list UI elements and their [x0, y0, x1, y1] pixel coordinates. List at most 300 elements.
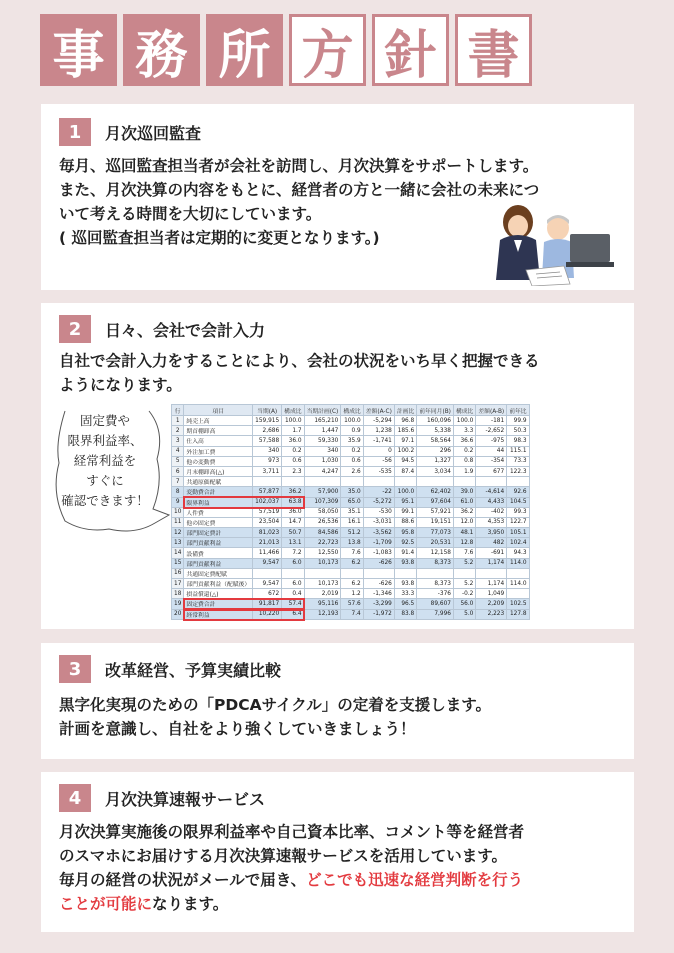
section-title: 日々、会社で会計入力 — [105, 320, 266, 340]
table-cell: -975 — [476, 436, 507, 446]
table-cell: 100.0 — [453, 416, 475, 426]
table-cell: 0.8 — [453, 456, 475, 466]
section-number: 3 — [59, 655, 91, 683]
table-cell: 59,330 — [304, 436, 341, 446]
table-cell: 93.8 — [394, 558, 416, 568]
table-cell: 6.2 — [341, 558, 363, 568]
table-header-cell: 当期(A) — [253, 405, 282, 416]
section-title: 月次決算速報サービス — [105, 789, 266, 809]
table-cell: 102,037 — [253, 497, 282, 507]
section-2-card — [41, 303, 634, 629]
table-cell: 1.7 — [282, 426, 304, 436]
table-cell: 77,073 — [417, 528, 454, 538]
table-cell: 1,238 — [363, 426, 394, 436]
table-cell: 19,151 — [417, 517, 454, 527]
table-cell: -56 — [363, 456, 394, 466]
table-cell — [363, 477, 394, 487]
table-cell: 36.0 — [282, 436, 304, 446]
section-4-header — [59, 784, 265, 812]
table-cell: 57.4 — [282, 599, 304, 609]
section-title: 改革経営、予算実績比較 — [105, 660, 282, 680]
table-cell: 2.6 — [341, 466, 363, 476]
row-label-cell: 期首棚卸高 — [184, 426, 253, 436]
row-label-cell: 部門貢献利益 — [184, 538, 253, 548]
row-number-cell: 6 — [172, 466, 184, 476]
table-cell: 122.3 — [507, 466, 529, 476]
table-row — [172, 466, 530, 476]
table-cell: 114.0 — [507, 558, 529, 568]
table-cell: 84,586 — [304, 528, 341, 538]
table-cell — [253, 568, 282, 578]
section-1-header — [59, 118, 201, 146]
table-cell: 1,030 — [304, 456, 341, 466]
row-number-cell: 14 — [172, 548, 184, 558]
table-cell — [282, 568, 304, 578]
row-number-cell: 13 — [172, 538, 184, 548]
table-header-cell: 構成比 — [341, 405, 363, 416]
row-label-cell: 設備費 — [184, 548, 253, 558]
table-cell: 56.0 — [453, 599, 475, 609]
table-cell — [476, 568, 507, 578]
row-label-cell: 損益償還(△) — [184, 589, 253, 599]
row-number-cell: 16 — [172, 568, 184, 578]
title-char: 方 — [289, 14, 366, 86]
table-cell: 95,116 — [304, 599, 341, 609]
table-cell — [453, 477, 475, 487]
table-cell: 57,921 — [417, 507, 454, 517]
table-cell: 23,504 — [253, 517, 282, 527]
table-cell: 5.2 — [453, 558, 475, 568]
table-cell: 3.3 — [453, 426, 475, 436]
table-cell: 5.2 — [453, 579, 475, 589]
section-number: 1 — [59, 118, 91, 146]
table-cell: 12,158 — [417, 548, 454, 558]
table-cell: 73.3 — [507, 456, 529, 466]
table-cell: 127.8 — [507, 609, 529, 619]
body-text-plain: なります。 — [152, 895, 229, 913]
bubble-line: 確認できます！ — [61, 493, 149, 508]
highlight-box — [183, 496, 305, 509]
row-number-cell: 2 — [172, 426, 184, 436]
table-cell: 36.6 — [453, 436, 475, 446]
table-cell: -3,562 — [363, 528, 394, 538]
table-cell: -3,031 — [363, 517, 394, 527]
table-cell: 4,433 — [476, 497, 507, 507]
table-cell — [304, 568, 341, 578]
table-cell: 9,547 — [253, 579, 282, 589]
body-line: 自社で会計入力をすることにより、会社の状況をいち早く把握できる — [59, 352, 540, 370]
table-cell: 0.4 — [282, 589, 304, 599]
section-4-card — [41, 772, 634, 932]
table-cell: 104.5 — [507, 497, 529, 507]
table-header-row — [172, 405, 530, 416]
section-number: 2 — [59, 315, 91, 343]
consultation-illustration — [486, 200, 616, 286]
body-line: いて考える時間を大切にしています。 — [59, 205, 322, 223]
body-text-highlight: ことが可能に — [59, 895, 153, 913]
table-cell: 2,223 — [476, 609, 507, 619]
table-cell: 96.5 — [394, 599, 416, 609]
table-cell: 35.9 — [341, 436, 363, 446]
table-cell: 57.6 — [341, 599, 363, 609]
table-header-cell: 差額(A-B) — [476, 405, 507, 416]
table-cell: 98.3 — [507, 436, 529, 446]
table-row — [172, 456, 530, 466]
row-label-cell: 仕入高 — [184, 436, 253, 446]
table-cell: 94.5 — [394, 456, 416, 466]
table-cell: 39.0 — [453, 487, 475, 497]
row-label-cell: 共通固定費配賦 — [184, 568, 253, 578]
table-cell: 92.5 — [394, 538, 416, 548]
table-cell: -530 — [363, 507, 394, 517]
table-cell: -691 — [476, 548, 507, 558]
table-cell: 4,247 — [304, 466, 341, 476]
table-cell: 83.8 — [394, 609, 416, 619]
table-cell: 99.1 — [394, 507, 416, 517]
table-cell: 160,096 — [417, 416, 454, 426]
table-cell: 94.3 — [507, 548, 529, 558]
table-cell: -376 — [417, 589, 454, 599]
table-cell: 36.0 — [282, 507, 304, 517]
body-line: 月次決算実施後の限界利益率や自己資本比率、コメント等を経営者 — [59, 823, 525, 841]
row-number-cell: 1 — [172, 416, 184, 426]
title-char: 所 — [206, 14, 283, 86]
table-cell: 95.1 — [394, 497, 416, 507]
section-3-header — [59, 655, 281, 683]
table-cell: -626 — [363, 579, 394, 589]
table-cell: 14.7 — [282, 517, 304, 527]
section-1-card — [41, 104, 634, 290]
table-cell: -402 — [476, 507, 507, 517]
table-cell: -5,294 — [363, 416, 394, 426]
table-cell: 13.1 — [282, 538, 304, 548]
table-cell: 5,338 — [417, 426, 454, 436]
table-cell: 89,607 — [417, 599, 454, 609]
table-cell: 2,019 — [304, 589, 341, 599]
table-cell: 97,604 — [417, 497, 454, 507]
section-2-body — [59, 349, 629, 397]
table-cell: 88.6 — [394, 517, 416, 527]
table-cell: 6.0 — [282, 558, 304, 568]
table-cell: 4,353 — [476, 517, 507, 527]
table-row — [172, 548, 530, 558]
table-cell: 50.3 — [507, 426, 529, 436]
row-label-cell: 部門貢献利益（配賦後） — [184, 579, 253, 589]
table-cell: 102.5 — [507, 599, 529, 609]
table-cell: 0.6 — [282, 456, 304, 466]
section-3-card — [41, 643, 634, 759]
table-cell: 57,519 — [253, 507, 282, 517]
table-cell: 97.1 — [394, 436, 416, 446]
table-cell: 1,174 — [476, 558, 507, 568]
table-header-cell: 項目 — [184, 405, 253, 416]
table-cell: 12.8 — [453, 538, 475, 548]
table-cell: -4,614 — [476, 487, 507, 497]
table-cell: 100.2 — [394, 446, 416, 456]
financial-table — [171, 404, 530, 620]
section-3-body — [59, 693, 629, 741]
table-cell: 65.0 — [341, 497, 363, 507]
table-cell: 100.0 — [394, 487, 416, 497]
table-row — [172, 416, 530, 426]
table-cell: 57,588 — [253, 436, 282, 446]
title-char: 書 — [455, 14, 532, 86]
body-line — [59, 892, 634, 916]
table-cell: 0.6 — [341, 456, 363, 466]
section-number: 4 — [59, 784, 91, 812]
table-cell: 58,050 — [304, 507, 341, 517]
table-cell: 100.0 — [341, 416, 363, 426]
table-cell — [253, 477, 282, 487]
table-cell: -5,272 — [363, 497, 394, 507]
table-cell: 99.3 — [507, 507, 529, 517]
row-number-cell: 17 — [172, 579, 184, 589]
table-cell: -22 — [363, 487, 394, 497]
table-cell — [453, 568, 475, 578]
table-row — [172, 579, 530, 589]
table-cell: 35.1 — [341, 507, 363, 517]
table-cell: 58,564 — [417, 436, 454, 446]
table-cell: 9,547 — [253, 558, 282, 568]
table-cell: 81,023 — [253, 528, 282, 538]
table-cell — [417, 477, 454, 487]
table-cell: 57,900 — [304, 487, 341, 497]
title-char: 針 — [372, 14, 449, 86]
table-cell: 0.2 — [453, 446, 475, 456]
table-cell: -3,299 — [363, 599, 394, 609]
table-cell: 95.8 — [394, 528, 416, 538]
row-number-cell: 10 — [172, 507, 184, 517]
row-number-cell: 12 — [172, 528, 184, 538]
table-cell: 1.9 — [453, 466, 475, 476]
table-cell: 340 — [304, 446, 341, 456]
table-row — [172, 446, 530, 456]
table-cell: 48.1 — [453, 528, 475, 538]
table-header-cell: 前年比 — [507, 405, 529, 416]
table-cell — [507, 568, 529, 578]
table-row — [172, 477, 530, 487]
table-cell: 8,373 — [417, 558, 454, 568]
table-cell: 92.6 — [507, 487, 529, 497]
table-cell: 35.0 — [341, 487, 363, 497]
row-label-cell: 経常利益 — [184, 609, 253, 619]
table-cell: 36.2 — [282, 487, 304, 497]
table-cell: 13.8 — [341, 538, 363, 548]
row-label-cell: 共通原価配賦 — [184, 477, 253, 487]
row-label-cell: 固定費合計 — [184, 599, 253, 609]
table-cell: 96.8 — [394, 416, 416, 426]
bubble-line: 経常利益を — [73, 453, 137, 468]
table-cell: 114.0 — [507, 579, 529, 589]
section-2-header — [59, 315, 265, 343]
table-cell: 10,173 — [304, 579, 341, 589]
row-number-cell: 3 — [172, 436, 184, 446]
table-cell: 16.1 — [341, 517, 363, 527]
table-cell: 20,531 — [417, 538, 454, 548]
row-number-cell: 11 — [172, 517, 184, 527]
financial-table-wrapper — [171, 404, 627, 624]
title-char: 事 — [40, 14, 117, 86]
speech-bubble — [45, 403, 171, 553]
table-cell: 0.2 — [341, 446, 363, 456]
table-cell: 107,309 — [304, 497, 341, 507]
table-cell: -1,972 — [363, 609, 394, 619]
table-cell: 93.8 — [394, 579, 416, 589]
table-cell: 87.4 — [394, 466, 416, 476]
table-cell: 99.9 — [507, 416, 529, 426]
bubble-line: 固定費や — [79, 413, 130, 428]
table-cell — [341, 568, 363, 578]
table-header-cell: 構成比 — [453, 405, 475, 416]
table-cell: 8,373 — [417, 579, 454, 589]
table-cell — [394, 568, 416, 578]
table-cell: -626 — [363, 558, 394, 568]
page-title — [40, 14, 532, 86]
section-4-body — [59, 820, 634, 916]
table-cell: 1,049 — [476, 589, 507, 599]
row-label-cell: 限界利益 — [184, 497, 253, 507]
table-cell: -0.2 — [453, 589, 475, 599]
row-label-cell: 純売上高 — [184, 416, 253, 426]
table-cell: 7,996 — [417, 609, 454, 619]
table-cell: 6.4 — [282, 609, 304, 619]
row-number-cell: 4 — [172, 446, 184, 456]
row-label-cell: 部門貢献利益 — [184, 558, 253, 568]
table-cell: 62,402 — [417, 487, 454, 497]
body-text-highlight: どこでも迅速な経営判断を行う — [306, 871, 524, 889]
table-cell — [304, 477, 341, 487]
table-cell: 7.2 — [282, 548, 304, 558]
table-cell: 973 — [253, 456, 282, 466]
body-text-plain: 毎月の経営の状況がメールで届き、 — [59, 871, 307, 889]
table-cell: -1,741 — [363, 436, 394, 446]
table-cell: 185.6 — [394, 426, 416, 436]
table-cell: 57,877 — [253, 487, 282, 497]
table-cell: 3,711 — [253, 466, 282, 476]
table-cell: 2.3 — [282, 466, 304, 476]
table-cell: 7.6 — [341, 548, 363, 558]
table-cell: -1,709 — [363, 538, 394, 548]
table-cell: 102.4 — [507, 538, 529, 548]
table-header-cell: 差額(A-C) — [363, 405, 394, 416]
table-cell: 122.7 — [507, 517, 529, 527]
table-cell: -1,083 — [363, 548, 394, 558]
body-line: のスマホにお届けする月次決算速報サービスを活用しています。 — [59, 847, 507, 865]
table-cell: 677 — [476, 466, 507, 476]
table-cell: 50.7 — [282, 528, 304, 538]
table-cell: 7.4 — [341, 609, 363, 619]
table-cell — [341, 477, 363, 487]
row-number-cell: 7 — [172, 477, 184, 487]
table-cell: 2,686 — [253, 426, 282, 436]
table-cell: 1,447 — [304, 426, 341, 436]
table-cell: 36.2 — [453, 507, 475, 517]
body-line: 計画を意識し、自社をより強くしていきましょう！ — [59, 720, 416, 738]
table-cell: 63.8 — [282, 497, 304, 507]
body-line: 毎月、巡回監査担当者が会社を訪問し、月次決算をサポートします。 — [59, 157, 539, 175]
table-cell: 12,193 — [304, 609, 341, 619]
table-body — [172, 416, 530, 620]
table-cell: 1,174 — [476, 579, 507, 589]
table-cell — [476, 477, 507, 487]
table-cell: 3,950 — [476, 528, 507, 538]
table-cell: 159,915 — [253, 416, 282, 426]
row-number-cell: 9 — [172, 497, 184, 507]
table-cell: 22,723 — [304, 538, 341, 548]
row-label-cell: 部門固定費計 — [184, 528, 253, 538]
bubble-line: 限界利益率、 — [67, 433, 143, 448]
table-cell: -181 — [476, 416, 507, 426]
table-cell: 26,536 — [304, 517, 341, 527]
table-cell — [282, 477, 304, 487]
table-cell: -1,346 — [363, 589, 394, 599]
table-cell: -354 — [476, 456, 507, 466]
row-number-cell: 20 — [172, 609, 184, 619]
table-cell: 6.2 — [341, 579, 363, 589]
table-cell: -2,652 — [476, 426, 507, 436]
table-cell: 2,209 — [476, 599, 507, 609]
row-number-cell: 8 — [172, 487, 184, 497]
body-line: また、月次決算の内容をもとに、経営者の方と一緒に会社の未来につ — [59, 181, 540, 199]
bubble-text — [45, 411, 165, 511]
body-line: 黒字化実現のための「PDCAサイクル」の定着を支援します。 — [59, 696, 491, 714]
table-row — [172, 517, 530, 527]
body-line — [59, 868, 634, 892]
table-cell: 51.2 — [341, 528, 363, 538]
table-cell — [394, 477, 416, 487]
row-label-cell: 変動費合計 — [184, 487, 253, 497]
table-row — [172, 538, 530, 548]
table-cell: 10,220 — [253, 609, 282, 619]
table-cell: 482 — [476, 538, 507, 548]
table-header-cell: 行 — [172, 405, 184, 416]
section-title: 月次巡回監査 — [105, 123, 202, 143]
row-label-cell: 他の変動費 — [184, 456, 253, 466]
row-label-cell: 他の固定費 — [184, 517, 253, 527]
table-cell: 115.1 — [507, 446, 529, 456]
table-cell: -535 — [363, 466, 394, 476]
table-cell: 0.2 — [282, 446, 304, 456]
table-header-cell: 前年同月(B) — [417, 405, 454, 416]
table-cell: 10,173 — [304, 558, 341, 568]
table-header-cell: 当期計画(C) — [304, 405, 341, 416]
row-number-cell: 15 — [172, 558, 184, 568]
table-cell: 672 — [253, 589, 282, 599]
body-line: ( 巡回監査担当者は定期的に変更となります。) — [59, 229, 380, 247]
table-cell: 100.0 — [282, 416, 304, 426]
table-cell: 105.1 — [507, 528, 529, 538]
highlight-box — [183, 608, 305, 621]
table-row — [172, 558, 530, 568]
table-cell: 0.9 — [341, 426, 363, 436]
table-cell — [507, 477, 529, 487]
title-char: 務 — [123, 14, 200, 86]
table-header-cell: 計画比 — [394, 405, 416, 416]
table-cell: 11,466 — [253, 548, 282, 558]
table-cell: 7.6 — [453, 548, 475, 558]
table-cell: 5.0 — [453, 609, 475, 619]
table-cell: 91.4 — [394, 548, 416, 558]
body-line: ようになります。 — [59, 376, 182, 394]
table-cell: 21,013 — [253, 538, 282, 548]
table-header-cell: 構成比 — [282, 405, 304, 416]
row-number-cell: 19 — [172, 599, 184, 609]
table-cell: 6.0 — [282, 579, 304, 589]
table-cell — [417, 568, 454, 578]
table-cell: 296 — [417, 446, 454, 456]
table-cell: 33.3 — [394, 589, 416, 599]
table-cell: 1,327 — [417, 456, 454, 466]
